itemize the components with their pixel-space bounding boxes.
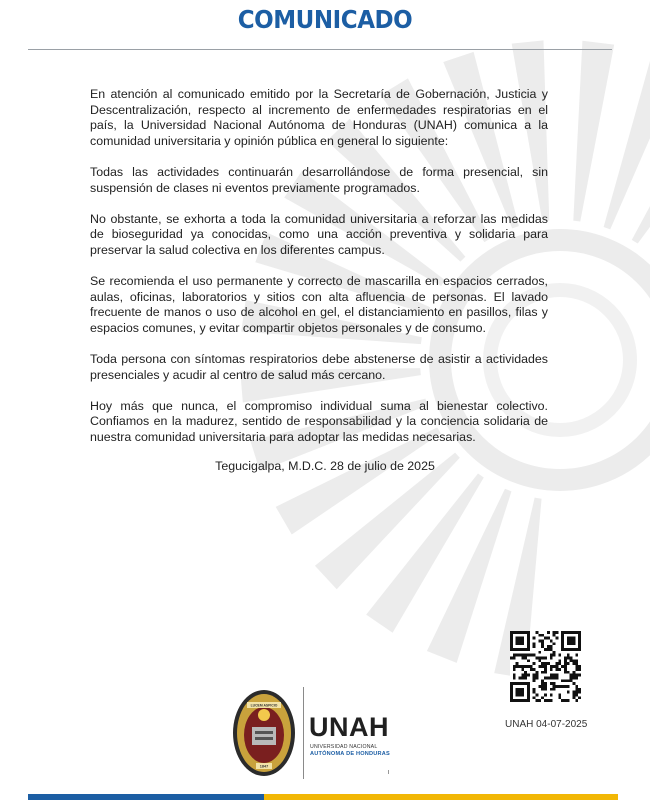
body-paragraph: Hoy más que nunca, el compromiso individual suma al bienestar colectivo. Confiamos en la madurez, sentido de responsabilidad y la conciencia solidaria de nuestra comunidad universitaria para adoptar las medidas necesarias. — [90, 398, 548, 445]
document-reference: UNAH 04-07-2025 — [505, 719, 588, 730]
unah-logo-wordmark: UNAH — [309, 712, 389, 742]
body-paragraph: Se recomienda el uso permanente y correcto de mascarilla en espacios cerrados, aulas, oficinas, laboratorios y sitios con alta afluencia de personas. El lavado frecuente de manos o uso de alcohol en gel, el distanciamiento en pasillos, filas y espacios comunes, y evitar compartir objetos personales y de consumo. — [90, 274, 548, 335]
header-divider — [28, 49, 612, 50]
logo-subtitle-line1: UNIVERSIDAD NACIONAL — [310, 744, 378, 750]
seal-year: 1847 — [259, 764, 269, 769]
logo-divider — [303, 687, 304, 779]
university-seal-icon — [232, 689, 296, 777]
body-paragraph: Toda persona con síntomas respiratorios debe abstenerse de asistir a actividades presenciales y acudir al centro de salud más cercano. — [90, 352, 548, 382]
communique-body — [90, 87, 548, 461]
brand-color-bar — [28, 794, 618, 800]
body-paragraph: En atención al comunicado emitido por la Secretaría de Gobernación, Justicia y Descentralización, respecto al incremento de enfermedades respiratorias en el país, la Universidad Nacional Autónoma de Honduras (UNAH) comunica a la comunidad universitaria y opinión pública en general lo siguiente: — [90, 87, 548, 148]
brand-bar-gold — [264, 794, 618, 800]
body-paragraph: No obstante, se exhorta a toda la comunidad universitaria a reforzar las medidas de bioseguridad ya conocidas, como una acción preventiva y solidaria para preservar la salud colectiva en los diferentes campus. — [90, 211, 548, 257]
logo-subtitle-line2: AUTÓNOMA DE HONDURAS — [310, 751, 390, 757]
footer-mark — [388, 770, 389, 774]
body-paragraph: Todas las actividades continuarán desarrollándose de forma presencial, sin suspensión de clases ni eventos previamente programados. — [90, 164, 548, 195]
date-line: Tegucigalpa, M.D.C. 28 de julio de 2025 — [215, 459, 435, 473]
brand-bar-blue — [28, 794, 264, 800]
qr-code-icon[interactable] — [510, 631, 581, 702]
seal-motto: LUCEM ASPICIO — [250, 703, 278, 708]
page-title: COMUNICADO — [237, 5, 413, 34]
